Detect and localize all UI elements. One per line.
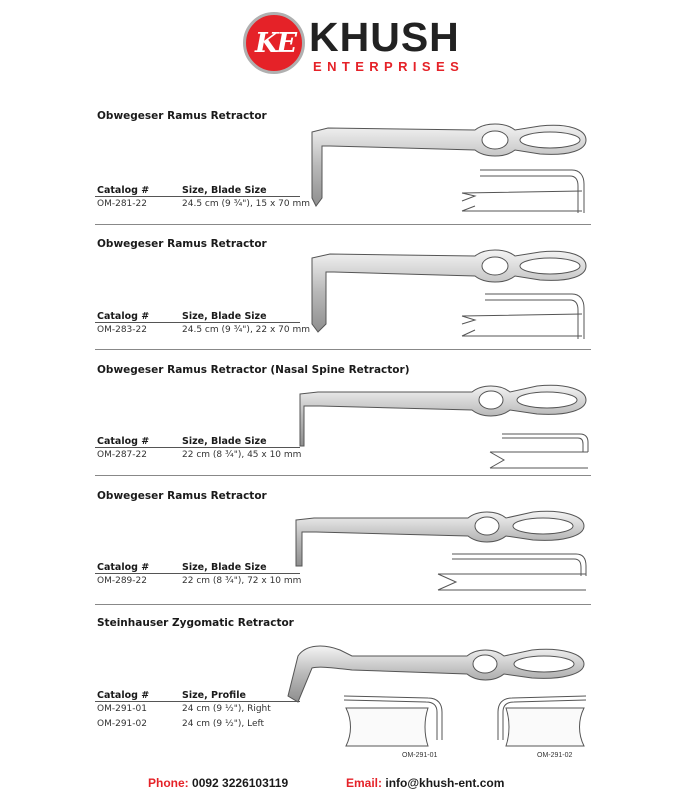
column-header-catalog: Catalog #: [97, 690, 150, 701]
profile-left-illustration: [478, 690, 590, 750]
catalog-number: OM-281-22: [97, 199, 147, 209]
product-title: Obwegeser Ramus Retractor (Nasal Spine Retractor): [97, 364, 410, 376]
catalog-number: OM-287-22: [97, 450, 147, 460]
section-divider: [95, 604, 591, 605]
product-title: Obwegeser Ramus Retractor: [97, 238, 267, 250]
product-title: Obwegeser Ramus Retractor: [97, 110, 267, 122]
size-value: 24 cm (9 ½"), Right: [182, 704, 271, 714]
section-divider: [95, 224, 591, 225]
email-link[interactable]: info@khush-ent.com: [385, 776, 505, 790]
retractor-illustration: [288, 502, 592, 602]
retractor-illustration: [292, 376, 592, 476]
header-rule: [95, 196, 300, 197]
column-header-catalog: Catalog #: [97, 185, 150, 196]
footer-phone: [148, 776, 288, 790]
column-header-catalog: Catalog #: [97, 436, 150, 447]
footer-email: [346, 776, 504, 790]
column-header-catalog: Catalog #: [97, 311, 150, 322]
profile-label-left: OM-291-02: [537, 752, 573, 759]
header-rule: [95, 322, 300, 323]
section-divider: [95, 475, 591, 476]
column-header-size: Size, Blade Size: [182, 185, 267, 196]
catalog-number: OM-291-01: [97, 704, 147, 714]
brand-logo: [243, 12, 465, 80]
brand-name: KHUSH: [309, 14, 460, 60]
catalog-number: OM-289-22: [97, 576, 147, 586]
email-label: Email:: [346, 776, 383, 790]
logo-emblem: [243, 12, 305, 74]
header-rule: [95, 447, 300, 448]
catalog-number: OM-283-22: [97, 325, 147, 335]
retractor-illustration: [300, 244, 595, 349]
size-value: 22 cm (8 ¾"), 72 x 10 mm: [182, 576, 302, 586]
column-header-size: Size, Blade Size: [182, 311, 267, 322]
size-value: 22 cm (8 ¾"), 45 x 10 mm: [182, 450, 302, 460]
logo-monogram: KE: [255, 28, 296, 59]
product-title: Obwegeser Ramus Retractor: [97, 490, 267, 502]
profile-right-illustration: [340, 690, 450, 750]
section-divider: [95, 349, 591, 350]
header-rule: [95, 701, 300, 702]
header-rule: [95, 573, 300, 574]
column-header-size: Size, Blade Size: [182, 562, 267, 573]
product-title: Steinhauser Zygomatic Retractor: [97, 617, 294, 629]
column-header-size: Size, Profile: [182, 690, 246, 701]
column-header-catalog: Catalog #: [97, 562, 150, 573]
size-value: 24.5 cm (9 ¾"), 15 x 70 mm: [182, 199, 311, 209]
size-value: 24.5 cm (9 ¾"), 22 x 70 mm: [182, 325, 311, 335]
phone-number[interactable]: 0092 3226103119: [192, 776, 289, 790]
brand-subtitle: ENTERPRISES: [313, 59, 465, 74]
retractor-illustration: [300, 118, 595, 223]
phone-label: Phone:: [148, 776, 189, 790]
profile-label-right: OM-291-01: [402, 752, 438, 759]
size-value: 24 cm (9 ½"), Left: [182, 719, 265, 729]
catalog-number: OM-291-02: [97, 719, 147, 729]
column-header-size: Size, Blade Size: [182, 436, 267, 447]
